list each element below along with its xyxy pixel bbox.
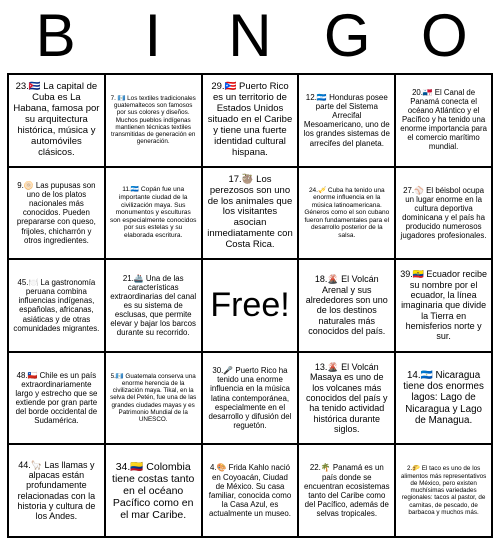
bingo-cell-text: 21.🚢 Una de las características extraordinarias del canal es su sistema de esclusas, que permite elevar y bajar los barcos durante su recorrido. (110, 273, 197, 338)
bingo-cell[interactable] (106, 353, 203, 446)
bingo-cell-text: 9.🫓 Las pupusas son uno de los platos nacionales más conocidos. Pueden prepararse con queso, frijoles, chicharrón y otros ingredientes. (16, 181, 96, 245)
bingo-cell[interactable] (203, 353, 300, 446)
free-space-cell[interactable] (203, 260, 300, 353)
bingo-cell-text: 17.🦥 Los perezosos son uno de los animales que los visitantes asocian inmediatamente con Costa Rica. (207, 173, 293, 251)
bingo-cell-text: 5.🇬🇹 Guatemala conserva una enorme herencia de la civilización maya. Tikal, en la selva del Petén, fue una de las grandes ciudades mayas y es Patrimonio Mundial de la UNESCO. (110, 372, 197, 424)
bingo-letter-n: N (228, 2, 272, 69)
bingo-cell-text: 39.🇪🇨 Ecuador recibe su nombre por el ecuador, la línea imaginaria que divide la Tierra en hemisferios norte y sur. (400, 269, 487, 342)
bingo-cell-text: 24.🎺 Cuba ha tenido una enorme influencia en la música latinoamericana. Géneros como el son cubano fueron fundamentales para el desarrollo posterior de la salsa. (304, 186, 390, 239)
bingo-letter-g: G (323, 2, 371, 69)
bingo-cell[interactable] (106, 445, 203, 538)
bingo-cell-text: 34.🇨🇴 Colombia tiene costas tanto en el océano Pacífico como en el mar Caribe. (112, 460, 195, 521)
bingo-cell-text: 30.🎤 Puerto Rico ha tenido una enorme influencia en la música latina contemporánea, especialmente en el desarrollo y difusión del reguetón. (208, 366, 292, 430)
bingo-cell[interactable] (106, 260, 203, 353)
bingo-cell[interactable] (9, 353, 106, 446)
bingo-cell-text: 18.🌋 El Volcán Arenal y sus alrededores son uno de los destinos naturales más conocidos del país. (305, 274, 388, 337)
bingo-cell[interactable] (9, 168, 106, 261)
bingo-cell-text: 29.🇵🇷 Puerto Rico es un territorio de Estados Unidos situado en el Caribe y tiene una fuerte identidad cultural hispana. (207, 81, 293, 158)
bingo-letter-o: O (421, 2, 468, 69)
bingo-cell-text: 4.🎨 Frida Kahlo nació en Coyoacán, Ciudad de México. Su casa familiar, conocida como la Casa Azul, es actualmente un museo. (208, 463, 292, 518)
bingo-cell-text: 27.⚾ El béisbol ocupa un lugar enorme en la cultura deportiva dominicana y el país ha producido numerosos jugadores profesionales. (400, 185, 487, 241)
bingo-cell[interactable] (396, 75, 493, 168)
bingo-cell[interactable] (106, 168, 203, 261)
bingo-cell[interactable] (299, 75, 396, 168)
bingo-card-grid (7, 73, 493, 538)
bingo-cell[interactable] (396, 168, 493, 261)
bingo-cell-text: 23.🇨🇺 La capital de Cuba es La Habana, famosa por su arquitectura histórica, música y automóviles clásicos. (13, 81, 100, 158)
bingo-cell-text: 22.🌴 Panamá es un país donde se encuentran ecosistemas tanto del Caribe como del Pacífico, además de selvas tropicales. (304, 463, 390, 518)
bingo-cell[interactable] (203, 75, 300, 168)
bingo-cell[interactable] (396, 260, 493, 353)
bingo-cell[interactable] (106, 75, 203, 168)
bingo-letter-b: B (35, 2, 76, 69)
bingo-cell[interactable] (299, 168, 396, 261)
bingo-cell-text: 14.🇳🇮 Nicaragua tiene dos enormes lagos: Lago de Nicaragua y Lago de Managua. (403, 369, 484, 426)
bingo-cell[interactable] (299, 445, 396, 538)
bingo-cell[interactable] (203, 168, 300, 261)
bingo-cell-text: 45.🍽️ La gastronomía peruana combina influencias indígenas, españolas, africanas, asiáticas y de otras comunidades migrantes. (13, 278, 100, 333)
bingo-cell-text: 44.🦙 Las llamas y alpacas están profundamente relacionadas con la historia y cultura de los Andes. (17, 459, 96, 522)
bingo-cell-text: 2.🌮 El taco es uno de los alimentos más representativos de México, pero existen muchísimas variedades regionales: tacos al pastor, de carnitas, de pescado, de barbacoa y muchos más. (400, 465, 487, 516)
bingo-cell[interactable] (9, 260, 106, 353)
bingo-cell[interactable] (299, 353, 396, 446)
bingo-cell-text: 11.🇭🇳 Copán fue una importante ciudad de la civilización maya. Sus monumentos y esculturas son especialmente conocidos por sus estelas y su elaborada escritura. (109, 186, 197, 239)
bingo-cell-text: 48.🇨🇱 Chile es un país extraordinariamente largo y estrecho que se extiende por gran parte del borde occidental de Sudamérica. (15, 370, 98, 426)
bingo-cell[interactable] (9, 75, 106, 168)
bingo-cell-text: 7. 🇬🇹 Los textiles tradicionales guatemaltecos son famosos por sus colores y diseños. Muchos pueblos indígenas mantienen técnicas textiles transmitidas de generación en generación. (110, 94, 196, 146)
bingo-letter-i: I (144, 2, 162, 69)
free-space-label: Free! (210, 285, 290, 324)
bingo-cell-text: 13.🌋 El Volcán Masaya es uno de los volcanes más conocidos del país y ha tenido actividad histórica durante siglos. (306, 361, 388, 434)
bingo-cell[interactable] (203, 445, 300, 538)
bingo-cell-text: 20.🇵🇦 El Canal de Panamá conecta el océano Atlántico y el Pacífico y ha tenido una enorme importancia para el comercio marítimo mundial. (400, 87, 487, 151)
bingo-cell[interactable] (299, 260, 396, 353)
bingo-cell[interactable] (396, 353, 493, 446)
bingo-cell[interactable] (396, 445, 493, 538)
bingo-cell[interactable] (9, 445, 106, 538)
bingo-header (7, 0, 493, 72)
bingo-cell-text: 12.🇭🇳 Honduras posee parte del Sistema Arrecifal Mesoamericano, uno de los grandes sistemas de arrecifes del planeta. (303, 92, 390, 148)
